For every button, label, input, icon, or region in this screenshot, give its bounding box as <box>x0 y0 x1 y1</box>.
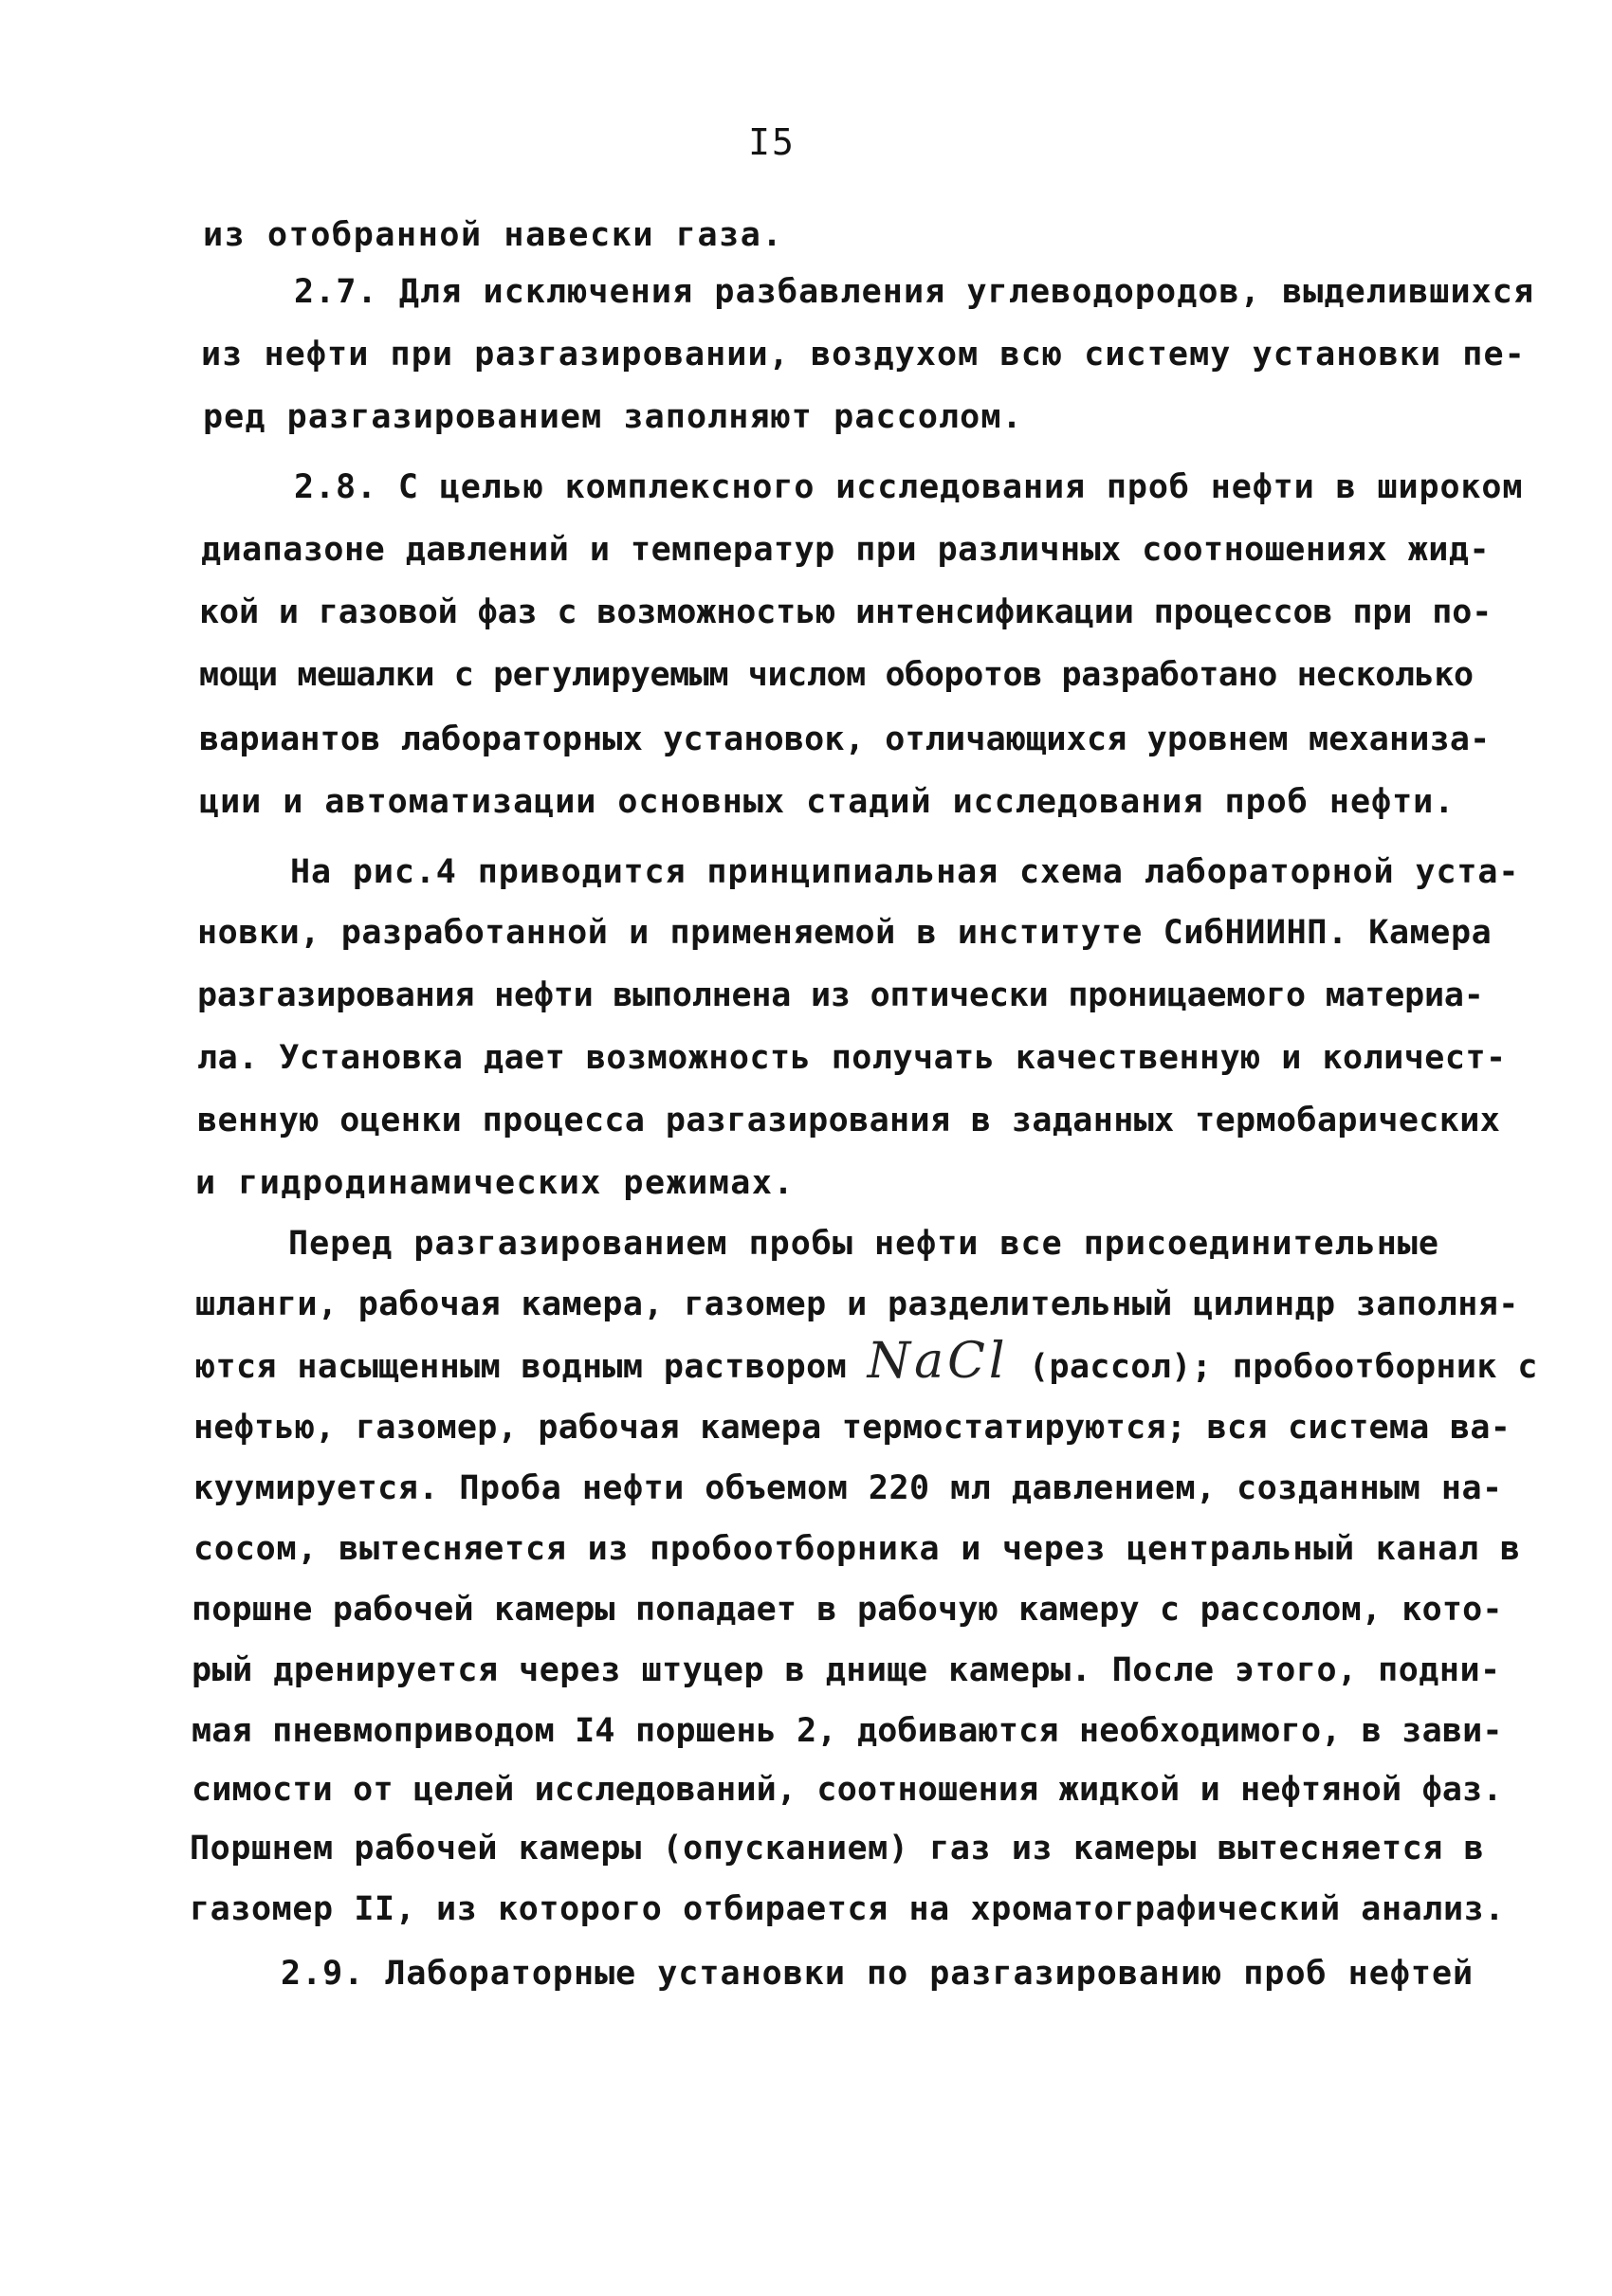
text-line: диапазоне давлений и температур при различных соотношениях жид- <box>201 531 1491 569</box>
text-line: из отобранной навески газа. <box>203 216 784 254</box>
text-line: шланги, рабочая камера, газомер и разделительный цилиндр заполня- <box>195 1285 1519 1323</box>
text-line: новки, разработанной и применяемой в институте СибНИИНП. Камера <box>197 914 1493 952</box>
text-line: венную оценки процесса разгазирования в заданных термобарических <box>197 1102 1501 1139</box>
text-line-with-formula <box>195 1333 1538 1390</box>
text-line: Поршнем рабочей камеры (опусканием) газ из камеры вытесняется в <box>190 1830 1485 1868</box>
text-line: 2.8. С целью комплексного исследования проб нефти в широком <box>294 468 1524 506</box>
text-line: нефтью, газомер, рабочая камера термостатируются; вся система ва- <box>193 1409 1511 1447</box>
text-line: Перед разгазированием пробы нефти все присоединительные <box>288 1225 1439 1263</box>
text-line: поршне рабочей камеры попадает в рабочую камеру с рассолом, кото- <box>192 1591 1503 1629</box>
text-line: 2.9. Лабораторные установки по разгазированию проб нефтей <box>281 1955 1475 1993</box>
text-line: из нефти при разгазировании, воздухом всю систему установки пе- <box>201 336 1526 374</box>
text-line: газомер II, из которого отбирается на хроматографический анализ. <box>190 1890 1505 1928</box>
text-line: мая пневмоприводом I4 поршень 2, добиваются необходимого, в зави- <box>192 1712 1503 1750</box>
text-segment: ются насыщенным водным раствором <box>195 1348 848 1386</box>
text-line: симости от целей исследований, соотношения жидкой и нефтяной фаз. <box>192 1771 1503 1809</box>
handwritten-formula: NaCl <box>867 1333 1009 1390</box>
text-line: мощи мешалки с регулируемым числом оборотов разработано несколько <box>199 656 1474 694</box>
text-segment: (рассол); пробоотборник с <box>1029 1348 1538 1386</box>
text-line: рый дренируется через штуцер в днище камеры. После этого, подни- <box>192 1651 1501 1689</box>
text-line: ред разгазированием заполняют рассолом. <box>203 398 1023 436</box>
text-line: разгазирования нефти выполнена из оптически проницаемого материа- <box>197 976 1484 1014</box>
text-line: вариантов лабораторных установок, отличающихся уровнем механиза- <box>199 720 1491 758</box>
text-line: сосом, вытесняется из пробоотборника и через центральный канал в <box>193 1530 1521 1568</box>
text-line: 2.7. Для исключения разбавления углеводородов, выделившихся <box>294 273 1535 311</box>
text-line: и гидродинамических режимах. <box>195 1164 796 1202</box>
text-line: ла. Установка дает возможность получать качественную и количест- <box>197 1039 1507 1077</box>
text-line: кой и газовой фаз с возможностью интенсификации процессов при по- <box>199 593 1493 631</box>
text-line: ции и автоматизации основных стадий исследования проб нефти. <box>199 783 1456 821</box>
text-line: куумируется. Проба нефти объемом 220 мл давлением, созданным на- <box>193 1469 1503 1507</box>
text-line: На рис.4 приводится принципиальная схема лабораторной уста- <box>290 853 1520 891</box>
page-number: I5 <box>748 121 796 163</box>
